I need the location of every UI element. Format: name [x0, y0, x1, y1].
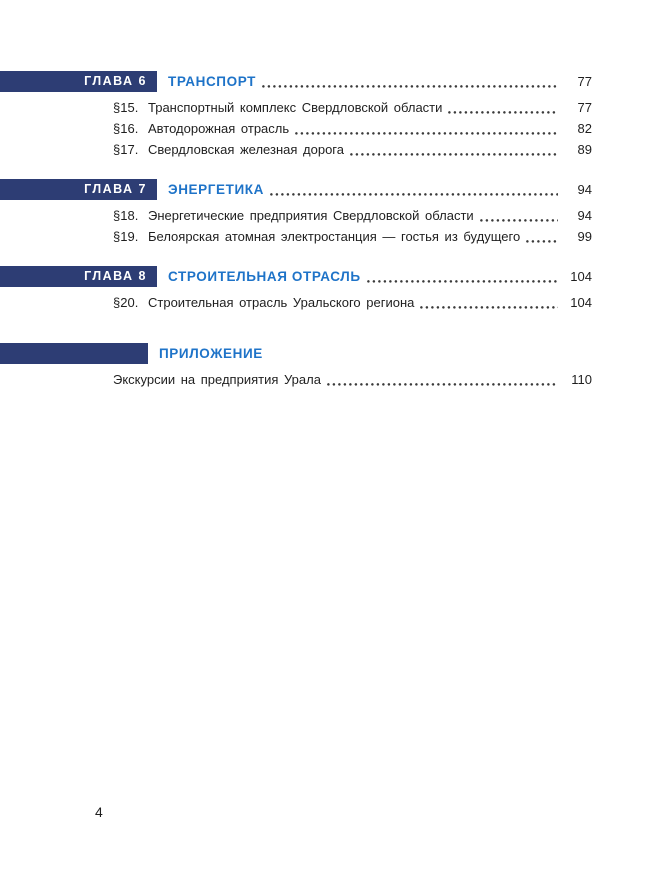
- chapter-heading: [0, 178, 592, 200]
- dot-leader: [327, 369, 558, 390]
- entry-page-number: 77: [577, 100, 592, 115]
- entry-title: Свердловская железная дорога: [148, 142, 344, 157]
- chapter-block-6: [0, 70, 592, 160]
- entry-title: Транспортный комплекс Свердловской области: [148, 100, 443, 115]
- entry-label: §17.: [113, 142, 139, 157]
- dot-leader: [420, 292, 558, 313]
- chapter-banner-label: ГЛАВА 6: [84, 73, 147, 88]
- chapter-entries: [113, 292, 592, 313]
- chapter-entries: [113, 97, 592, 160]
- entry-label: §18.: [113, 208, 139, 223]
- chapter-entries: [113, 369, 592, 390]
- chapter-page-number: 77: [577, 73, 592, 89]
- dot-leader: [262, 70, 558, 92]
- chapter-banner: [0, 266, 157, 287]
- entry-title: Строительная отрасль Уральского региона: [148, 295, 415, 310]
- entry-title: Экскурсии на предприятия Урала: [113, 372, 321, 387]
- chapter-banner-label: ГЛАВА 8: [84, 268, 147, 283]
- entry-page-number: 82: [577, 121, 592, 136]
- page-number: 4: [95, 804, 103, 820]
- chapter-heading: [0, 342, 592, 364]
- toc-entry: [113, 97, 592, 118]
- appendix-title: ПРИЛОЖЕНИЕ: [159, 345, 263, 361]
- entry-title: Автодорожная отрасль: [148, 121, 290, 136]
- toc-entry: [113, 226, 592, 247]
- chapter-heading: [0, 265, 592, 287]
- dot-leader: [270, 178, 558, 200]
- table-of-contents: [0, 70, 592, 408]
- toc-entry: [113, 292, 592, 313]
- entry-label: §16.: [113, 121, 139, 136]
- chapter-title: СТРОИТЕЛЬНАЯ ОТРАСЛЬ: [168, 268, 361, 284]
- toc-entry: [113, 369, 592, 390]
- entry-label: §20.: [113, 295, 139, 310]
- appendix-banner: [0, 343, 148, 364]
- chapter-page-number: 104: [570, 268, 592, 284]
- chapter-entries: [113, 205, 592, 247]
- chapter-banner: [0, 71, 157, 92]
- chapter-block-8: [0, 265, 592, 313]
- entry-page-number: 99: [577, 229, 592, 244]
- chapter-banner-label: ГЛАВА 7: [84, 181, 147, 196]
- chapter-title: ТРАНСПОРТ: [168, 73, 256, 89]
- entry-title: Белоярская атомная электростанция — гостья из будущего: [148, 229, 521, 244]
- chapter-title: ЭНЕРГЕТИКА: [168, 181, 264, 197]
- entry-page-number: 110: [571, 372, 592, 387]
- entry-page-number: 94: [577, 208, 592, 223]
- dot-leader: [526, 226, 558, 247]
- appendix-block: [0, 342, 592, 390]
- entry-page-number: 89: [577, 142, 592, 157]
- chapter-page-number: 94: [577, 181, 592, 197]
- toc-entry: [113, 118, 592, 139]
- toc-entry: [113, 139, 592, 160]
- entry-title: Энергетические предприятия Свердловской области: [148, 208, 474, 223]
- dot-leader: [448, 97, 558, 118]
- entry-page-number: 104: [570, 295, 592, 310]
- dot-leader: [350, 139, 558, 160]
- toc-entry: [113, 205, 592, 226]
- chapter-heading: [0, 70, 592, 92]
- entry-label: §19.: [113, 229, 139, 244]
- dot-leader: [367, 265, 558, 287]
- dot-leader: [295, 118, 558, 139]
- chapter-block-7: [0, 178, 592, 247]
- chapter-banner: [0, 179, 157, 200]
- dot-leader: [480, 205, 558, 226]
- entry-label: §15.: [113, 100, 139, 115]
